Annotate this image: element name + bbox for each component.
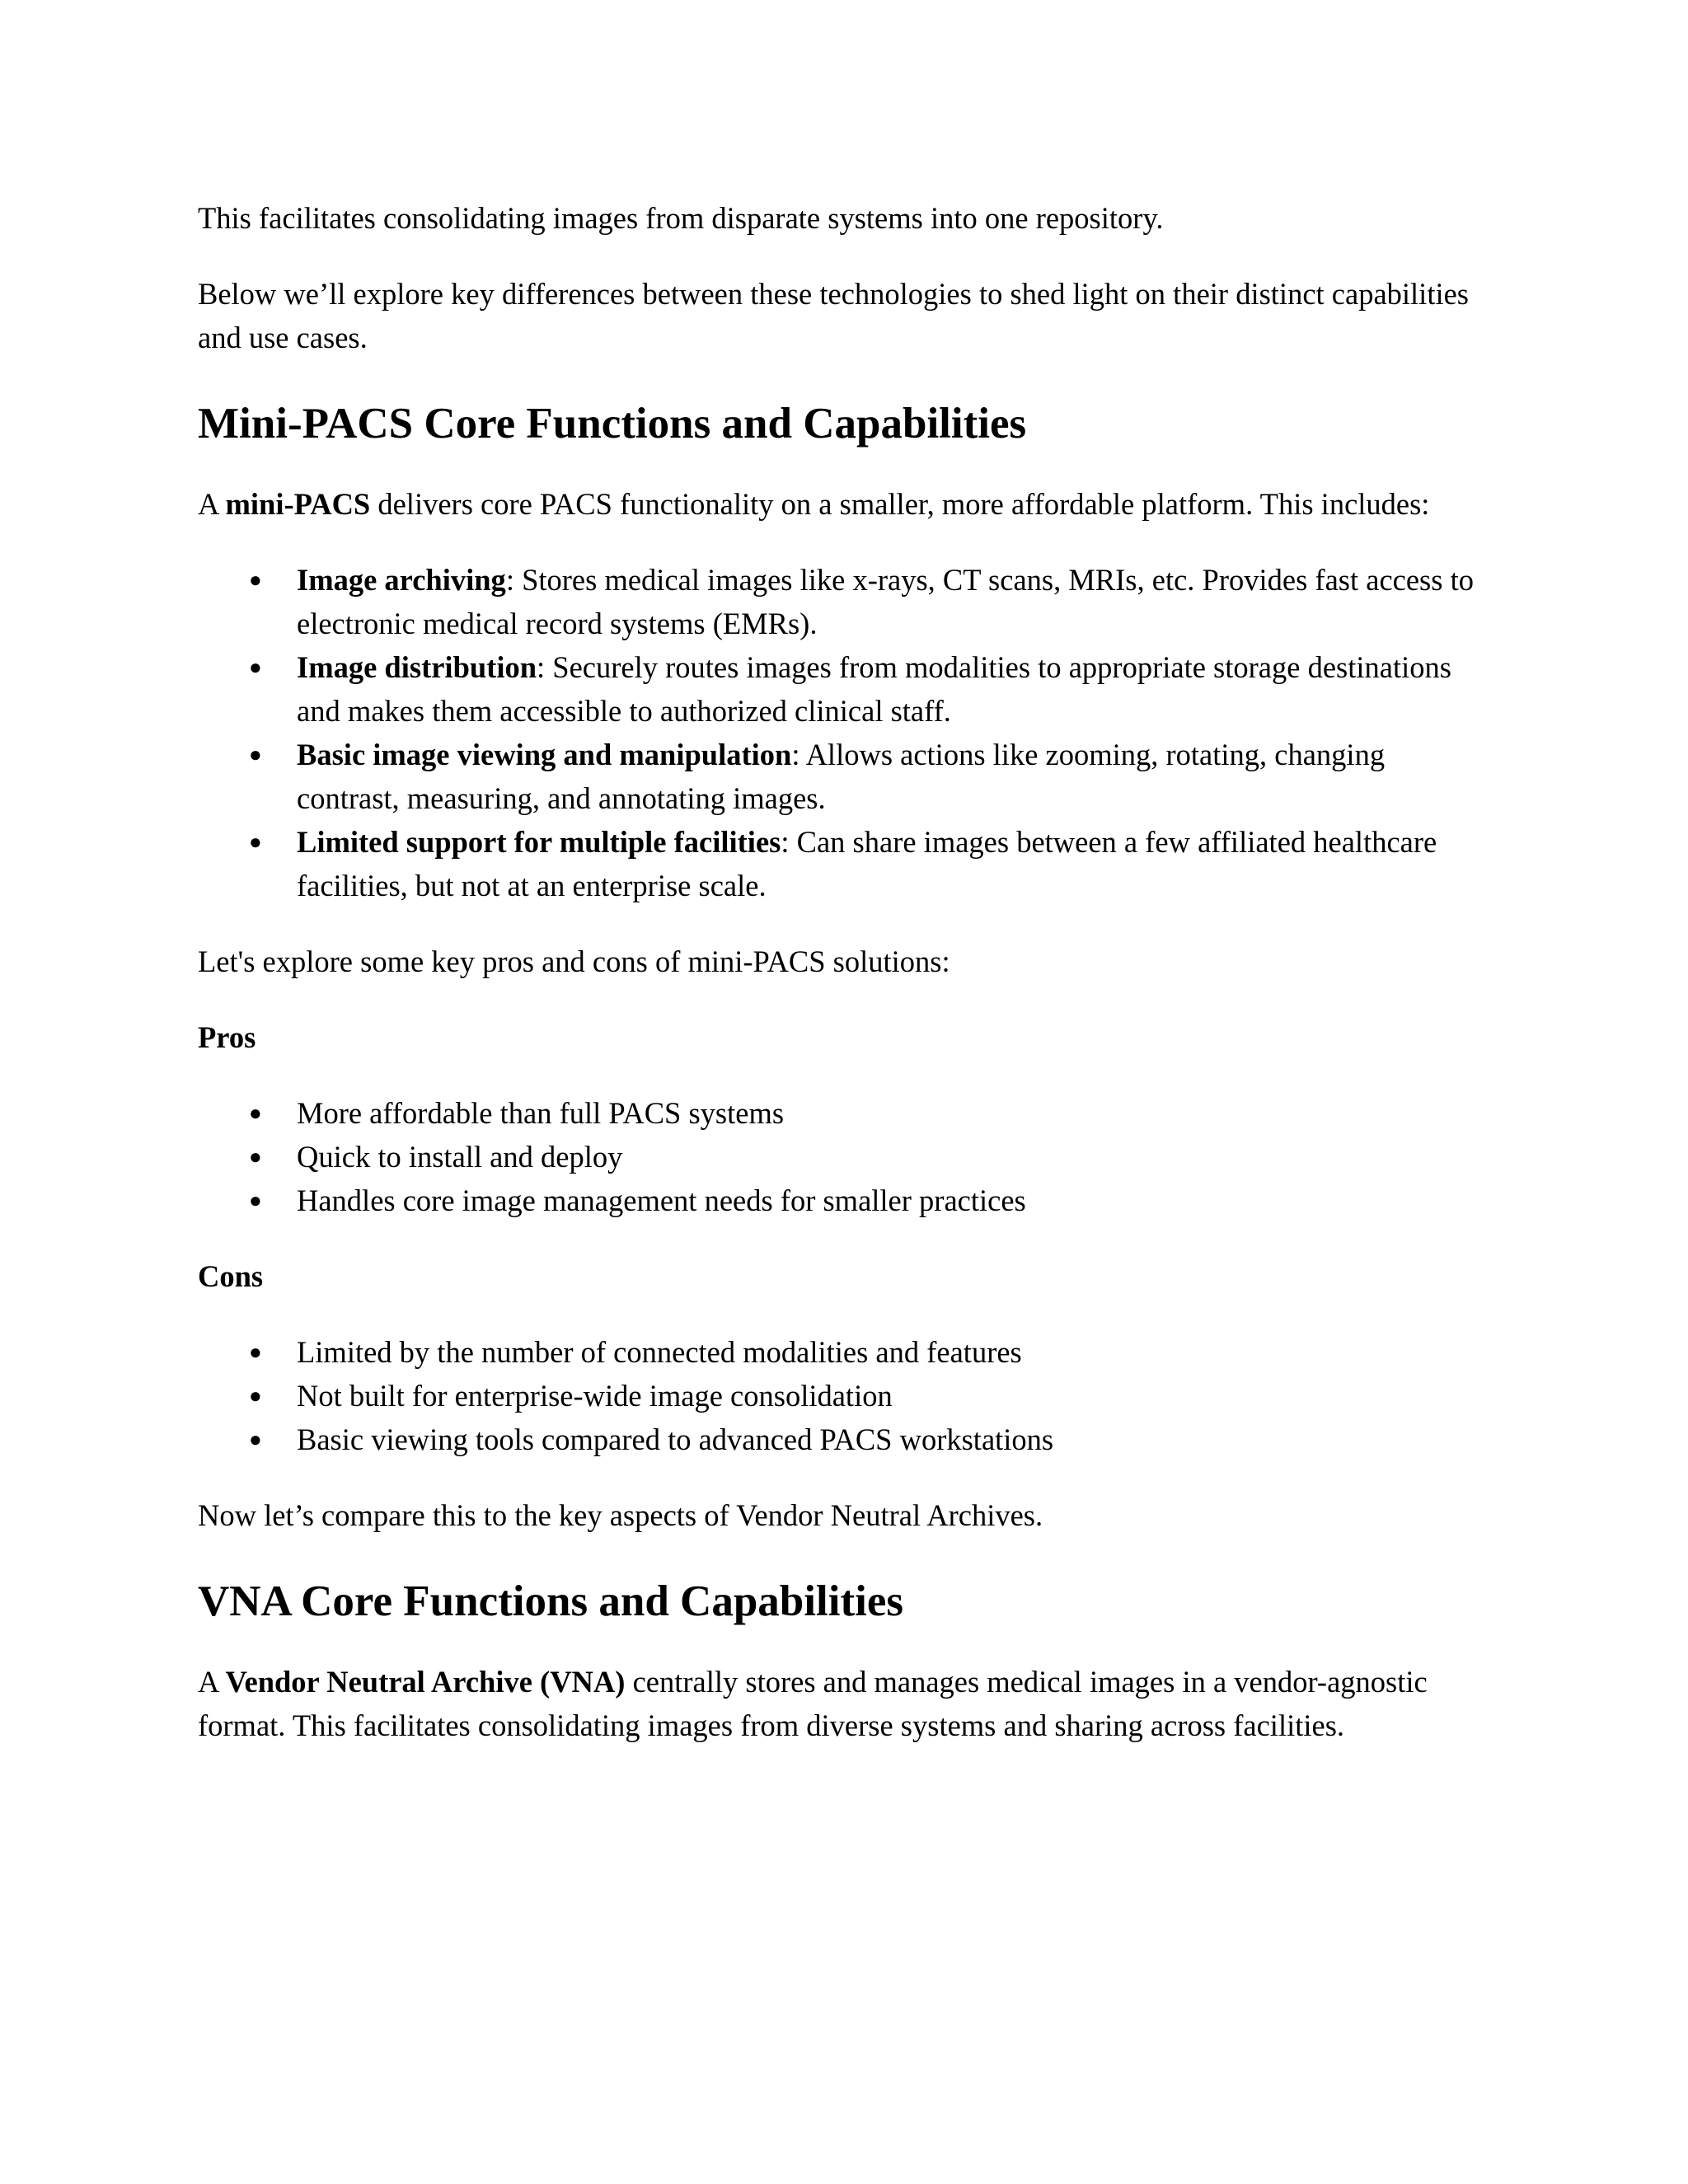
- mini-pacs-heading: Mini-PACS Core Functions and Capabilities: [198, 400, 1027, 448]
- list-item: [198, 645, 1492, 733]
- pros-label: Pros: [198, 1020, 256, 1054]
- list-item: [198, 1330, 1492, 1374]
- list-item: [198, 1135, 1492, 1179]
- cons-list: [198, 1330, 1492, 1461]
- feature-term: Basic image viewing and manipulation: [297, 738, 792, 771]
- pros-list: [198, 1091, 1492, 1222]
- con-text: Basic viewing tools compared to advanced PACS workstations: [297, 1422, 1054, 1456]
- vna-intro: [198, 1660, 1492, 1747]
- mini-pacs-term: mini-PACS: [225, 487, 371, 521]
- vna-intro-prefix: A: [198, 1665, 226, 1699]
- intro-paragraph-2: Below we’ll explore key differences between these technologies to shed light on their distinct capabilities and use cases.: [198, 277, 1470, 354]
- vna-intro-suffix: centrally stores and manages medical images in a vendor-agnostic format. This facilitates consolidating images from diverse systems and sharing across facilities.: [198, 1665, 1428, 1742]
- list-item: [198, 1374, 1492, 1418]
- feature-term: Image archiving: [297, 563, 506, 597]
- list-item: [198, 1418, 1492, 1461]
- list-item: [198, 733, 1492, 820]
- mini-pacs-intro-prefix: A: [198, 487, 226, 521]
- bullet-icon: ●: [249, 1101, 262, 1125]
- list-item: [198, 1179, 1492, 1222]
- feature-desc: : Securely routes images from modalities to appropriate storage destinations and makes them accessible to authorized clinical staff.: [297, 650, 1451, 728]
- mini-pacs-intro: [198, 482, 1492, 526]
- feature-desc: : Stores medical images like x-rays, CT scans, MRIs, etc. Provides fast access to electronic medical record systems (EMRs).: [297, 563, 1474, 640]
- bullet-icon: ●: [249, 568, 262, 592]
- document-page: [198, 196, 1492, 1747]
- bullet-icon: ●: [249, 743, 262, 766]
- pro-text: Quick to install and deploy: [297, 1140, 623, 1174]
- feature-term: Image distribution: [297, 650, 537, 684]
- bullet-icon: ●: [249, 1145, 262, 1169]
- feature-desc: : Allows actions like zooming, rotating, changing contrast, measuring, and annotating images.: [297, 738, 1386, 815]
- intro-paragraph-1: This facilitates consolidating images from disparate systems into one repository.: [198, 201, 1164, 235]
- bullet-icon: ●: [249, 1427, 262, 1451]
- pro-text: More affordable than full PACS systems: [297, 1096, 785, 1130]
- bullet-icon: ●: [249, 830, 262, 854]
- bullet-icon: ●: [249, 1188, 262, 1212]
- list-item: [198, 1091, 1492, 1135]
- vna-term: Vendor Neutral Archive (VNA): [225, 1665, 626, 1699]
- transition-paragraph: Now let’s compare this to the key aspects of Vendor Neutral Archives.: [198, 1498, 1043, 1532]
- vna-heading: VNA Core Functions and Capabilities: [198, 1577, 903, 1625]
- pros-cons-intro: Let's explore some key pros and cons of mini-PACS solutions:: [198, 944, 950, 978]
- bullet-icon: ●: [249, 1340, 262, 1364]
- mini-pacs-intro-suffix: delivers core PACS functionality on a smaller, more affordable platform. This includes:: [370, 487, 1430, 521]
- feature-term: Limited support for multiple facilities: [297, 825, 781, 859]
- feature-list: [198, 558, 1492, 907]
- con-text: Limited by the number of connected modalities and features: [297, 1335, 1022, 1369]
- con-text: Not built for enterprise-wide image consolidation: [297, 1379, 893, 1413]
- list-item: [198, 558, 1492, 645]
- bullet-icon: ●: [249, 655, 262, 679]
- pro-text: Handles core image management needs for smaller practices: [297, 1183, 1026, 1217]
- cons-label: Cons: [198, 1259, 264, 1293]
- list-item: [198, 820, 1492, 907]
- feature-desc: : Can share images between a few affiliated healthcare facilities, but not at an enterprise scale.: [297, 825, 1437, 902]
- bullet-icon: ●: [249, 1384, 262, 1408]
